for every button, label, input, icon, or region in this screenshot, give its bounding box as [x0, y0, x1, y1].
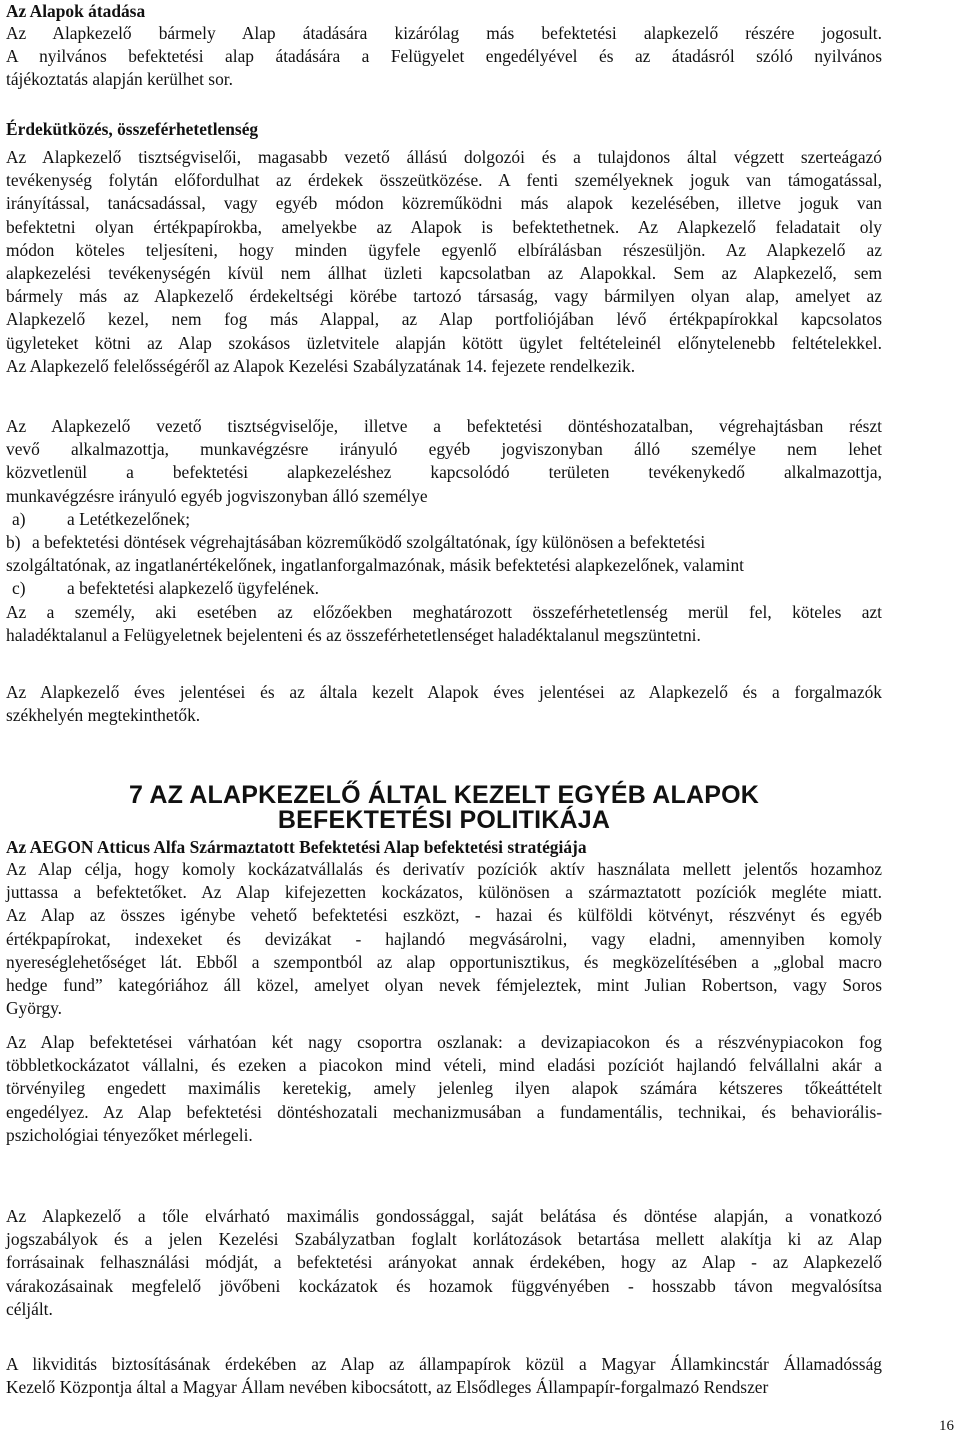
text-line: jogszabályok és a jelen Kezelési Szabályzatban foglalt korlátozások betartása mellett alakítja ki az Alap: [6, 1229, 882, 1250]
text-line: juttassa a befektetőket. Az Alap kifejezetten kockázatos, különösen a származtatott pozíciók megléte miatt.: [6, 882, 882, 903]
list-marker: a): [12, 508, 26, 529]
text-line: munkavégzésre irányuló egyéb jogviszonyban álló személye: [6, 485, 428, 506]
chapter-heading: [6, 783, 882, 833]
list-item-text: szolgáltatónak, az ingatlanértékelőnek, ingatlanforgalmazónak, másik befektetési alapkezelőnek, valamint: [6, 555, 744, 576]
text-line: közvetlenül a befektetési alapkezeléshez kapcsolódó területen tevékenykedő alkalmazottja,: [6, 462, 882, 483]
section-strategy: [6, 836, 882, 1020]
list-item: [6, 554, 882, 577]
list-item: [6, 508, 882, 531]
text-line: Kezelő Központja által a Magyar Állam nevében kibocsátott, az Elsődleges Állampapír-forgalmazó Rendszer: [6, 1377, 769, 1398]
text-line: engedélyez. Az Alap befektetési döntéshozatali mechanizmusában a fundamentális, technikai, és behaviorális-: [6, 1101, 882, 1122]
section-transfer: [6, 0, 882, 92]
list-item: [6, 577, 882, 600]
text-line: Az Alap befektetései várhatóan két nagy csoportra oszlanak: a devizapiacokon és a részvénypiacokon fog: [6, 1032, 882, 1052]
paragraph-conflict-1: [6, 146, 882, 378]
text-line: György.: [6, 998, 63, 1019]
text-line: céljált.: [6, 1298, 53, 1319]
paragraph-strategy-3-block: [6, 1205, 882, 1321]
text-line: székhelyén megtekinthetők.: [6, 705, 201, 726]
list-item-text: a befektetési alapkezelő ügyfelének.: [67, 578, 320, 599]
text-line: Az Alapkezelő tisztségviselői, magasabb vezető állású dolgozói és a tulajdonos által végzett szerteágazó: [6, 147, 882, 167]
text-line: Az Alap célja, hogy komoly kockázatvállalás és derivatív pozíciók aktív használata mellett jelentős hozamhoz: [6, 859, 882, 879]
text-line: Az Alapkezelő felelősségéről az Alapok Kezelési Szabályzatának 14. fejezete rendelkezik.: [6, 355, 636, 376]
paragraph-strategy-2-block: [6, 1031, 882, 1147]
text-line: pszichológiai tényezőket mérlegeli.: [6, 1124, 253, 1145]
paragraph-strategy-1: [6, 858, 882, 1020]
conflict-list: [6, 508, 882, 601]
text-line: tájékoztatás alapján kerülhet sor.: [6, 69, 233, 90]
text-line: A nyilvános befektetési alap átadására a Felügyelet engedélyével és az átadásról szóló nyilvános: [6, 46, 882, 67]
text-line: módon köteles teljesíteni, hogy minden ügyfele egyenlő elbírálásban részesüljön. Az Alapkezelő az: [6, 239, 882, 260]
paragraph-conflict-4: [6, 681, 882, 727]
text-line: irányítással, tanácsadással, vagy egyéb módon közreműködni más alapok kezelésében, illetve joguk van: [6, 193, 882, 214]
page-number: 16: [939, 1418, 954, 1434]
paragraph-conflict-2: [6, 415, 882, 508]
text-line: hedge fund” kategóriához áll közel, amelyet olyan nevek fémjeleztek, mint Julian Robertson, vagy Soros: [6, 975, 882, 996]
section-conflict: [6, 118, 882, 378]
paragraph-strategy-4-block: [6, 1353, 882, 1399]
list-item-text: a Letétkezelőnek;: [67, 508, 191, 529]
text-line: haladéktalanul a Felügyeletnek bejelenteni és az összeférhetetlenséget haladéktalanul megszüntetni.: [6, 624, 701, 645]
text-line: A likviditás biztosításának érdekében az Alap az állampapírok közül a Magyar Államkincstár Államadósság: [6, 1354, 882, 1374]
list-marker: b): [6, 532, 21, 553]
paragraph-conflict-3: [6, 601, 882, 647]
section-title-transfer: Az Alapok átadása: [6, 1, 146, 21]
text-line: Az a személy, aki esetében az előzőekben meghatározott összeférhetetlenség merül fel, köteles azt: [6, 601, 882, 622]
list-item: [6, 531, 882, 554]
chapter-title-line-1: 7 AZ ALAPKEZELŐ ÁLTAL KEZELT EGYÉB ALAPOK: [129, 781, 759, 809]
text-line: Az Alapkezelő vezető tisztségviselője, illetve a befektetési döntéshozatalban, végrehajtásban részt: [6, 416, 882, 436]
text-line: többletkockázatot vállalni, és ezeken a piacokon mind vételi, mind eladási pozíciót hajlandó felvállalni akár a: [6, 1055, 882, 1076]
text-line: ügyleteket kötni az Alap szokásos üzletvitele alapján kötött ügylet feltételeinél előnytelenebb feltételekkel.: [6, 332, 882, 353]
text-line: tevékenység folytán előfordulhat az érdekek összeütközése. A fenti személyeknek joguk van támogatással,: [6, 170, 882, 191]
text-line: értékpapírokat, indexeket és devizákat - hajlandó megvásárolni, vagy eladni, amennyiben komoly: [6, 928, 882, 949]
text-line: forrásainak felhasználási módját, a befektetési arányokat annak érdekében, hogy az Alap - az Alapkezelő: [6, 1252, 882, 1273]
text-line: Az Alapkezelő bármely Alap átadására kizárólag más befektetési alapkezelő részére jogosult.: [6, 23, 882, 43]
paragraph-conflict-2-block: [6, 415, 882, 647]
text-line: nyereséglehetőséget lát. Ebből a szempontból az alap opportunisztikus, és megközelítésében a „global macro: [6, 951, 882, 972]
text-line: Az Alapkezelő éves jelentései és az általa kezelt Alapok éves jelentései az Alapkezelő és a forgalmazók: [6, 682, 882, 702]
text-line: törvényileg engedett maximális keretekig, amely jelenleg ilyen alapok számára kétszeres tőkeáttételt: [6, 1078, 882, 1099]
text-line: vevő alkalmazottja, munkavégzésre irányuló egyéb jogviszonyban álló személye nem lehet: [6, 439, 882, 460]
section-title-conflict: Érdekütközés, összeférhetetlenség: [6, 119, 259, 139]
list-marker: c): [12, 578, 26, 599]
text-line: alapkezelési tevékenységén kívül nem állhat üzleti kapcsolatban az Alapokkal. Sem az Alapkezelő, sem: [6, 263, 882, 284]
text-line: Az Alap az összes igénybe vehető befektetési eszközt, - hazai és külföldi kötvényt, részvényt és egyéb: [6, 905, 882, 926]
paragraph-conflict-4-block: [6, 681, 882, 727]
text-line: várakozásainak megfelelő jövőbeni kockázatok és hozamok függvényében - hosszabb távon megvalósítsa: [6, 1275, 882, 1296]
chapter-title-line-2: BEFEKTETÉSI POLITIKÁJA: [277, 806, 611, 834]
text-line: bármely más az Alapkezelő érdekeltségi körébe tartozó társaság, vagy bármilyen olyan alap, amelyet az: [6, 286, 882, 307]
text-line: Alapkezelő kezel, nem fog más Alappal, az Alap portfoliójában lévő értékpapírokkal kapcsolatos: [6, 309, 882, 330]
paragraph-strategy-2: [6, 1031, 882, 1147]
paragraph-strategy-3: [6, 1205, 882, 1321]
text-line: befektetni olyan értékpapírokba, amelyekbe az Alapok is befektethetnek. Az Alapkezelő feladatait oly: [6, 216, 882, 237]
paragraph-strategy-4: [6, 1353, 882, 1399]
section-title-strategy: Az AEGON Atticus Alfa Származtatott Befektetési Alap befektetési stratégiája: [6, 837, 587, 857]
text-line: Az Alapkezelő a tőle elvárható maximális gondossággal, saját belátása és döntése alapján, a vonatkozó: [6, 1206, 882, 1226]
paragraph-transfer: [6, 22, 882, 92]
list-item-text: a befektetési döntések végrehajtásában közreműködő szolgáltatónak, így különösen a befektetési: [32, 532, 706, 553]
